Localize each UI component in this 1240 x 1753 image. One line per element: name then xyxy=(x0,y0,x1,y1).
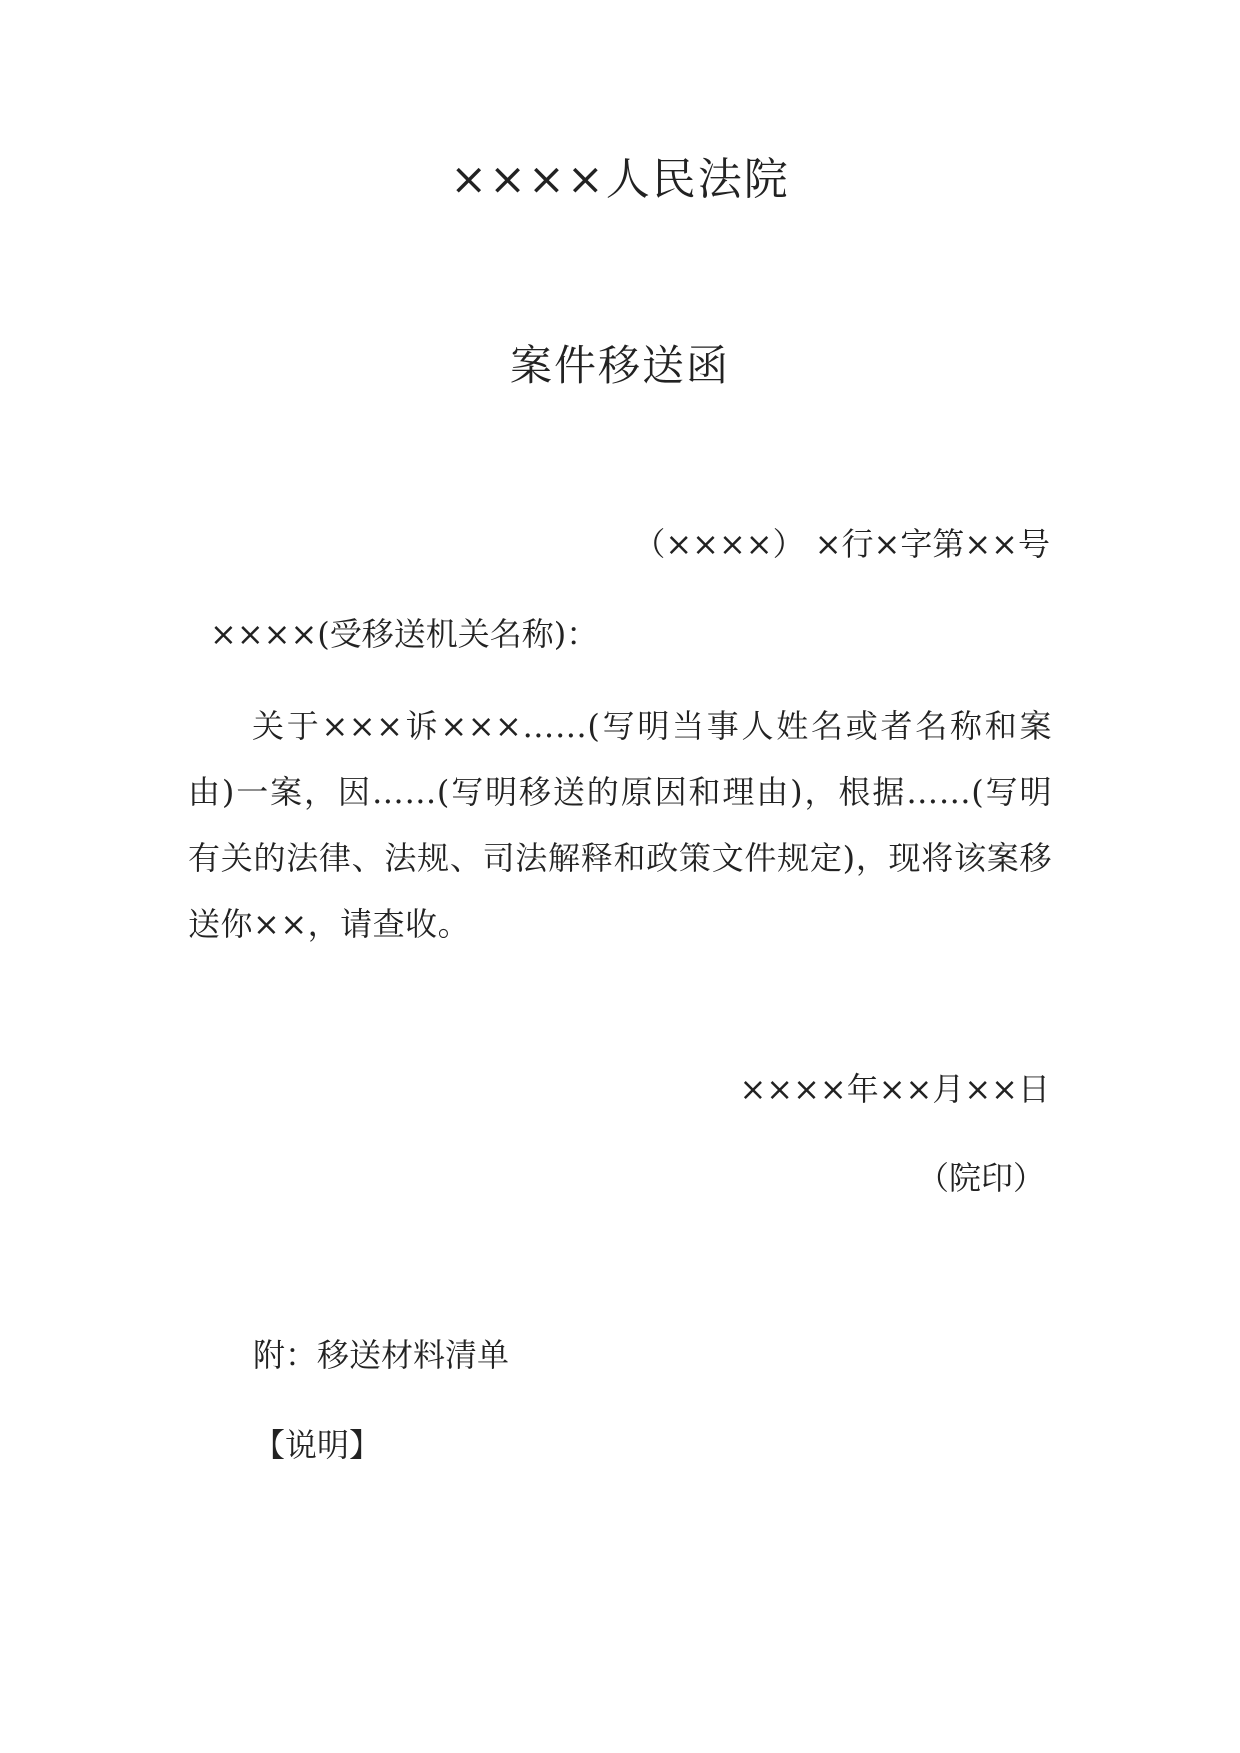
document-title: 案件移送函 xyxy=(509,341,730,390)
body-paragraph: 关于×××诉×××……(写明当事人姓名或者名称和案由)一案，因……(写明移送的原因和理由)，根据……(写明有关的法律、法规、司法解释和政策文件规定)，现将该案移送你××，请查收。 xyxy=(188,707,1052,943)
court-name: ××××人民法院 xyxy=(450,154,790,205)
note-heading: 【说明】 xyxy=(253,1426,382,1464)
case-number: （××××） ×行×字第××号 xyxy=(633,525,1050,563)
recipient-line: ××××(受移送机关名称)： xyxy=(210,615,599,653)
issue-date: ××××年××月××日 xyxy=(739,1070,1050,1108)
attachment-line: 附：移送材料清单 xyxy=(253,1336,510,1374)
court-seal-label: （院印） xyxy=(916,1159,1045,1197)
